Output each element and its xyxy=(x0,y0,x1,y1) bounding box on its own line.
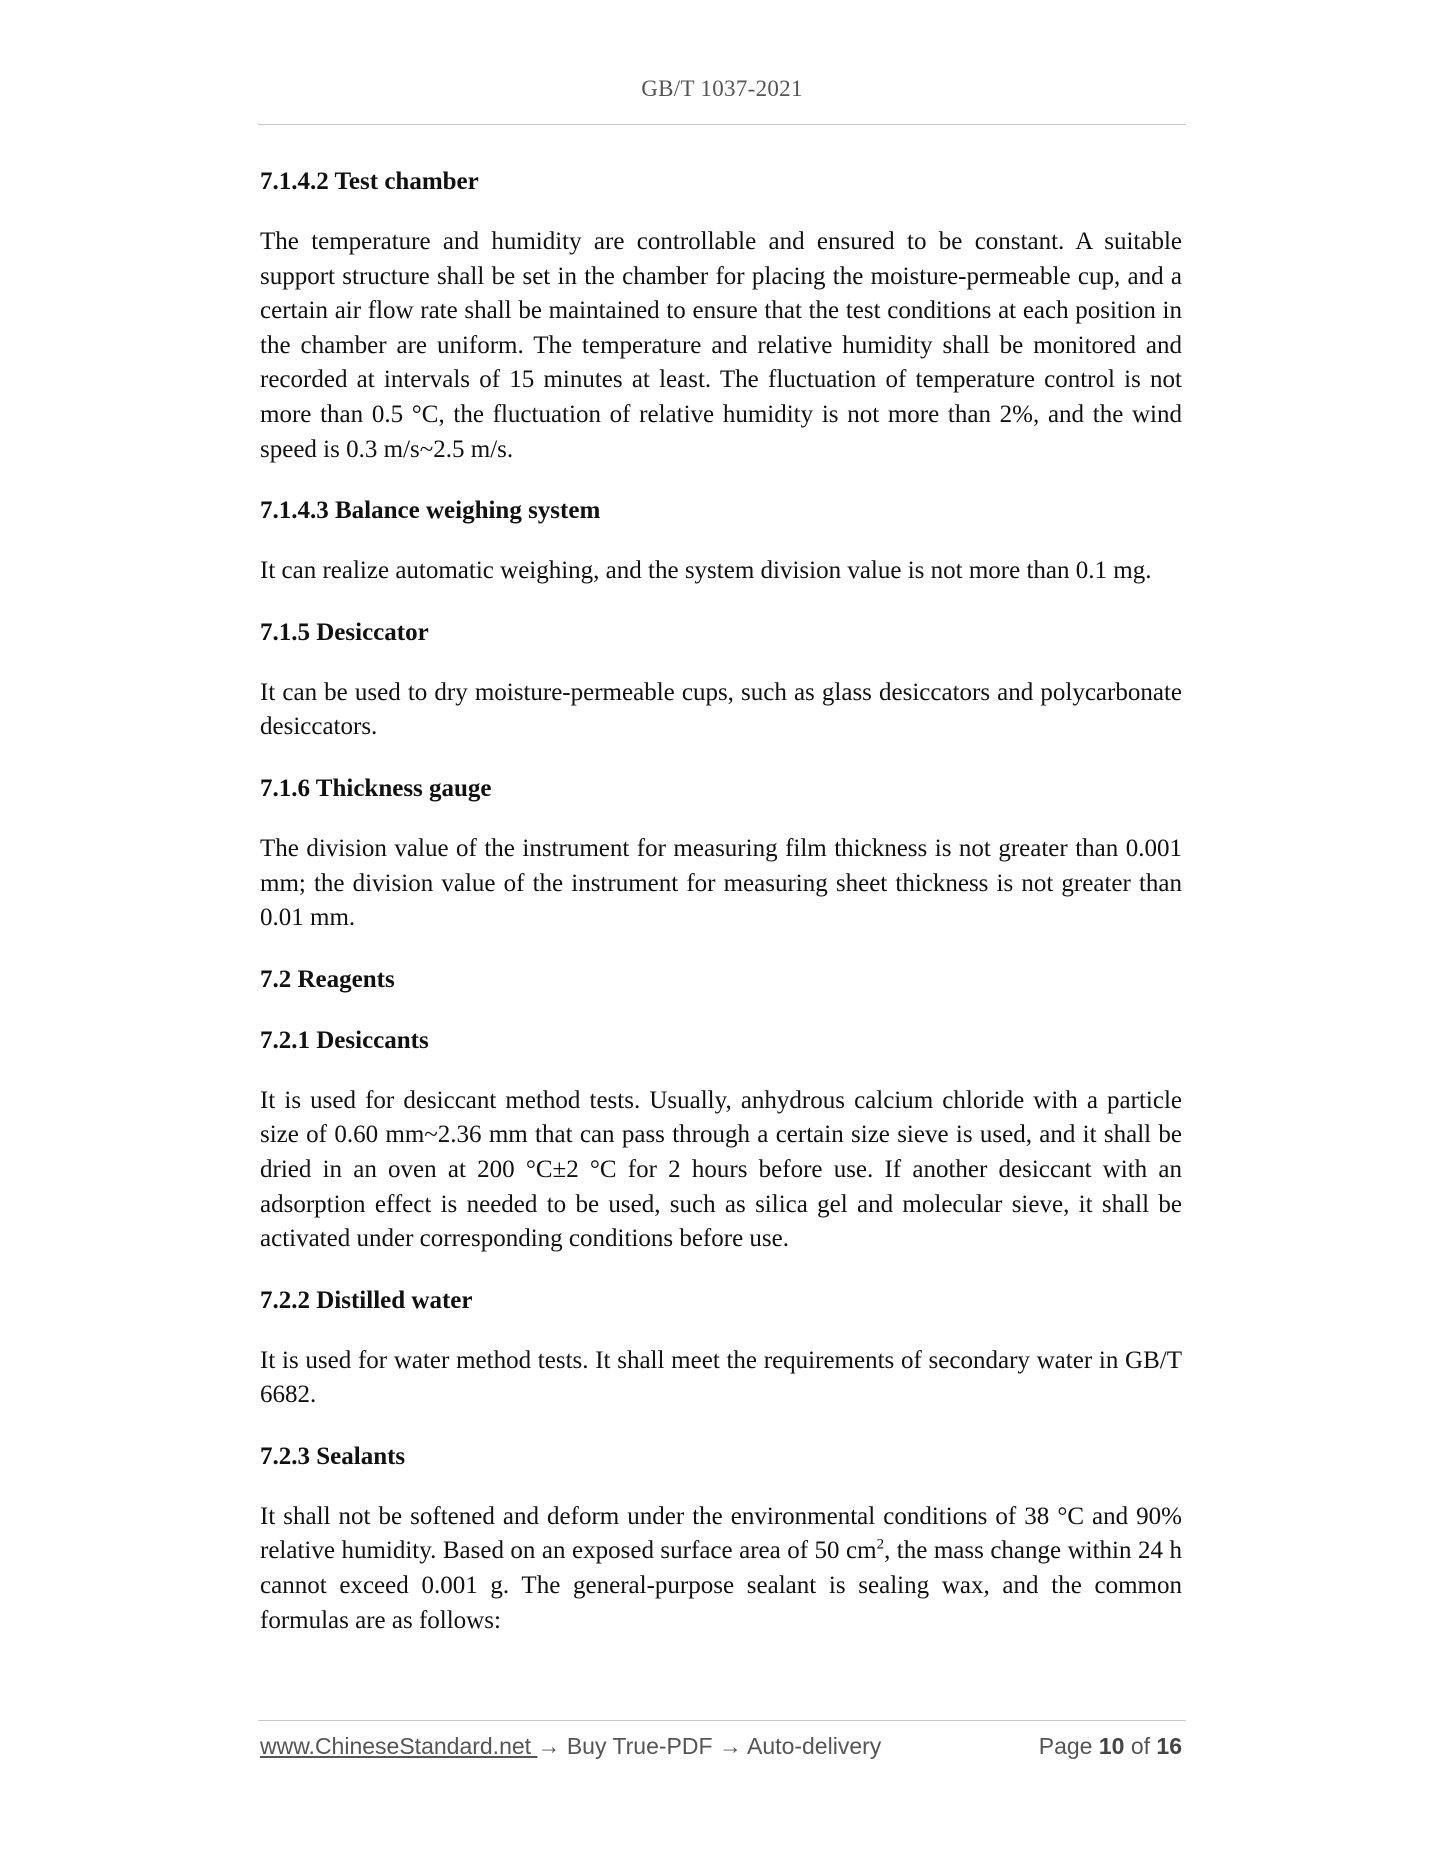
section-paragraph: It can be used to dry moisture-permeable cups, such as glass desiccators and polycarbonate desiccators. xyxy=(260,678,1182,741)
section-paragraph: The division value of the instrument for measuring film thickness is not greater than 0.001 mm; the division value of the instrument for measuring sheet thickness is not greater than 0.01 mm. xyxy=(260,834,1182,932)
section-heading: 7.2.3 Sealants xyxy=(260,1442,406,1470)
paragraph-text: It shall not be softened and deform under the environmental conditions of 38 °C and 90% relative humidity. Based on an exposed surface area of 50 cm xyxy=(260,1502,1182,1565)
superscript: 2 xyxy=(876,1537,885,1554)
footer-promo xyxy=(260,1733,881,1760)
section-heading: 7.2 Reagents xyxy=(260,965,395,993)
header-divider xyxy=(258,124,1186,125)
section-heading: 7.1.4.3 Balance weighing system xyxy=(260,497,601,525)
paragraph-text: , the mass change within 24 h cannot exceed 0.001 g. The general-purpose sealant is sealing wax, and the common formulas are as follows: xyxy=(260,1537,1182,1634)
section-paragraph: It is used for desiccant method tests. Usually, anhydrous calcium chloride with a particle size of 0.60 mm~2.36 mm that can pass through a certain size sieve is used, and it shall be dried in an oven at 200 °C±2 °C for 2 hours before use. If another desiccant with an adsorption effect is needed to be used, such as silica gel and molecular sieve, it shall be activated under corresponding conditions before use. xyxy=(260,1086,1182,1253)
total-pages: 16 xyxy=(1156,1733,1182,1759)
page-word: Page xyxy=(1038,1733,1093,1759)
section-paragraph: It can realize automatic weighing, and the system division value is not more than 0.1 mg. xyxy=(260,557,1152,585)
section-heading: 7.2.2 Distilled water xyxy=(260,1286,473,1314)
section-heading: 7.1.4.2 Test chamber xyxy=(260,168,479,195)
current-page: 10 xyxy=(1098,1733,1125,1759)
document-body xyxy=(260,164,1182,1664)
website-link[interactable]: www.ChineseStandard.net xyxy=(260,1733,538,1759)
page-header: GB/T 1037-2021 xyxy=(641,76,803,101)
footer-divider xyxy=(258,1720,1186,1721)
section-paragraph xyxy=(260,1500,1182,1638)
promo-text: → Buy True-PDF → Auto-delivery xyxy=(537,1733,882,1759)
section-heading: 7.2.1 Desiccants xyxy=(260,1026,429,1054)
section-heading: 7.1.6 Thickness gauge xyxy=(260,774,492,802)
page-indicator xyxy=(1039,1733,1182,1760)
page-of-word: of xyxy=(1130,1733,1151,1759)
section-heading: 7.1.5 Desiccator xyxy=(260,618,429,646)
page-footer xyxy=(260,1733,1182,1760)
section-paragraph: It is used for water method tests. It shall meet the requirements of secondary water in GB/T 6682. xyxy=(260,1346,1182,1409)
section-paragraph: The temperature and humidity are controllable and ensured to be constant. A suitable support structure shall be set in the chamber for placing the moisture-permeable cup, and a certain air flow rate shall be maintained to ensure that the test conditions at each position in the chamber are uniform. The temperature and relative humidity shall be monitored and recorded at intervals of 15 minutes at least. The fluctuation of temperature control is not more than 0.5 °C, the fluctuation of relative humidity is not more than 2%, and the wind speed is 0.3 m/s~2.5 m/s. xyxy=(260,228,1182,463)
